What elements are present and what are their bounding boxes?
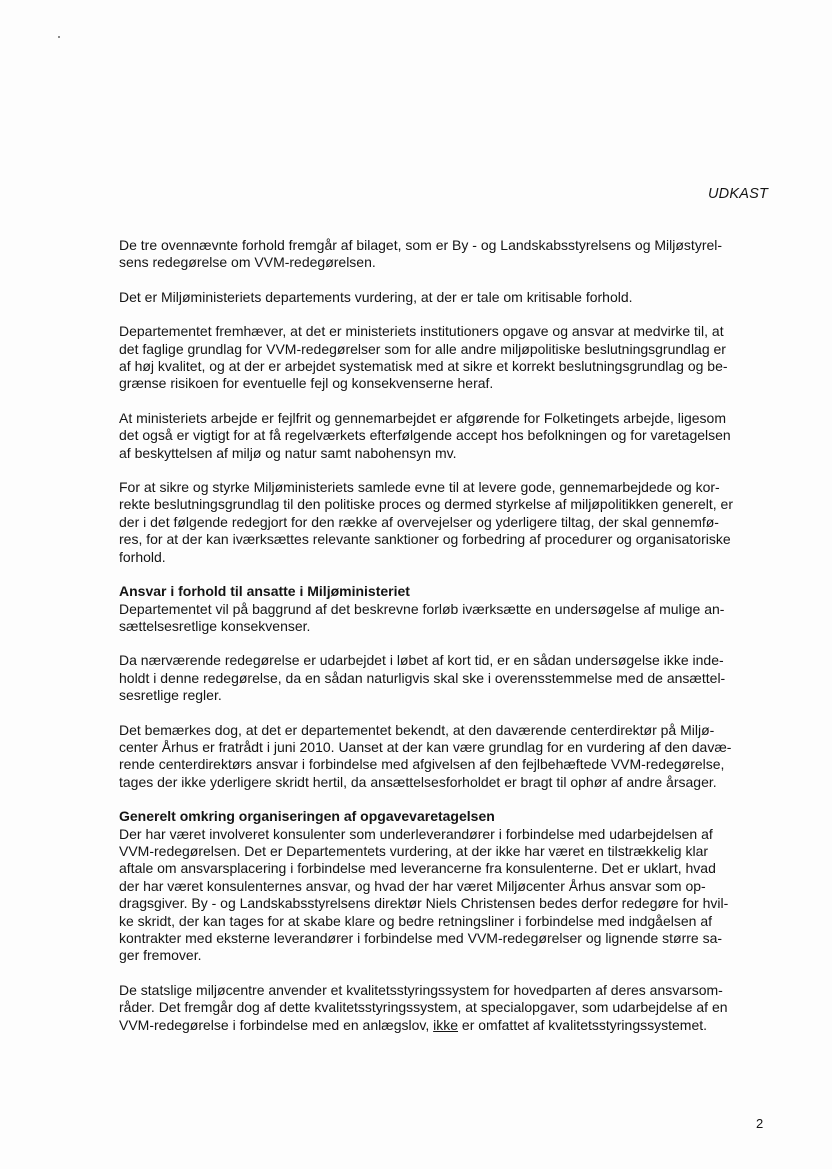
text-line: forhold. [119,548,166,565]
text-line: De statslige miljøcentre anvender et kvalitetsstyringssystem for hovedparten af deres ansvarsom- [119,981,723,998]
text-line: Der har været involveret konsulenter som underleverandører i forbindelse med udarbejdelsen af [119,825,713,842]
section-heading: Generelt omkring organiseringen af opgavevaretagelsen [119,808,495,825]
text-line: der har været konsulenternes ansvar, og hvad der har været Miljøcenter Århus ansvar som op- [119,877,706,894]
paragraph-importance [119,410,769,462]
text-line: kontrakter med eksterne leverandører i forbindelse med VVM-redegørelser og lignende større sa- [119,930,723,946]
text-line: ke skridt, der kan tages for at skabe klare og bedre retningsliner i forbindelse med indgåelsen af [119,912,713,929]
text-line: For at sikre og styrke Miljøministeriets samlede evne til at levere gode, gennemarbejdede og kor- [119,479,720,496]
text-line: der i det følgende redegjort for den række af overvejelser og yderligere tiltag, der skal gennemfø- [119,513,719,530]
paragraph-director [119,722,769,792]
text-line: grænse risikoen for eventuelle fejl og konsekvenserne heraf. [119,375,494,392]
text-segment: VVM-redegørelse i forbindelse med en anlægslov, [119,1016,434,1033]
text-line: rekte beslutningsgrundlag til den politiske proces og dermed styrkelse af miljøpolitikken generelt, er [119,496,733,513]
text-line: De tre ovennævnte forhold fremgår af bilaget, som er By - og Landskabsstyrelsens og Miljøstyrel- [119,237,723,253]
text-line: det også er vigtigt for at få regelværkets efterfølgende accept hos befolkningen og for varetagelsen [119,427,731,444]
underlined-word: ikke [433,1016,459,1033]
text-segment: er omfattet af kvalitetsstyringssystemet. [458,1016,708,1033]
section-organisation [119,808,769,965]
text-line: Det er Miljøministeriets departements vurdering, at der er tale om kritisable forhold. [119,288,633,305]
document-body [119,237,769,1051]
text-line: holdt i denne redegørelse, da en sådan naturligvis skal ske i overensstemmelse med de ansættel- [119,669,726,686]
paragraph-intro [119,237,769,272]
text-line: råder. Det fremgår dog af dette kvalitetsstyringssystem, at specialopgaver, som udarbejdelse af en [119,999,728,1016]
text-line: sens redegørelse om VVM-redegørelsen. [119,254,376,271]
text-line: VVM-redegørelsen. Det er Departementets vurdering, at der ikke har været en tilstrækkelig klar [119,842,709,859]
text-line: aftale om ansvarsplacering i forbindelse med leverancerne fra konsulenterne. Det er uklart, hvad [119,860,716,877]
paragraph-assessment [119,289,769,306]
text-line: det faglige grundlag for VVM-redegørelser som for alle andre miljøpolitiske beslutningsgrundlag er [119,340,726,357]
text-line: rende centerdirektørs ansvar i forbindelse med afgivelsen af den fejlbehæftede VVM-redegørelse, [119,756,725,773]
text-line: dragsgiver. By - og Landskabsstyrelsens direktør Niels Christensen bedes derfor redegøre for hvil- [119,895,729,912]
text-line: af beskyttelsen af miljø og natur samt nabohensyn mv. [119,444,457,461]
text-line: af høj kvalitet, og at der er arbejdet systematisk med at sikre et korrekt beslutningsgrundlag og be- [119,358,728,375]
text-line: Departementet vil på baggrund af det beskrevne forløb iværksætte en undersøgelse af mulige an- [119,600,725,617]
text-line: At ministeriets arbejde er fejlfrit og gennemarbejdet er afgørende for Folketingets arbejde, ligesom [119,409,726,426]
paragraph-investigation [119,652,769,704]
draft-label: UDKAST [707,186,768,202]
section-employee-responsibility [119,583,769,635]
text-line: ger fremover. [119,947,202,964]
paragraph-responsibility [119,323,769,393]
section-heading: Ansvar i forhold til ansatte i Miljøministeriet [119,583,410,600]
text-line: res, for at der kan iværksættes relevante sanktioner og forbedring af procedurer og organisatoriske [119,531,731,548]
text-line: sesretlige regler. [119,687,222,704]
text-line: Da nærværende redegørelse er udarbejdet i løbet af kort tid, er en sådan undersøgelse ikke inde- [119,652,724,669]
paragraph-quality-system [119,982,769,1034]
text-line: center Århus er fratrådt i juni 2010. Uanset at der kan være grundlag for en vurdering af den davæ- [119,738,732,755]
text-line: sættelsesretlige konsekvenser. [119,617,311,634]
text-line: Det bemærkes dog, at det er departementet bekendt, at den daværende centerdirektør på Miljø- [119,721,715,738]
text-line [119,1017,769,1034]
paragraph-measures [119,479,769,566]
page-number: 2 [756,1116,764,1131]
text-line: Departementet fremhæver, at det er ministeriets institutioners opgave og ansvar at medvirke til, at [119,323,724,340]
scan-speck [58,36,60,38]
text-line: tages der ikke yderligere skridt hertil, da ansættelsesforholdet er bragt til ophør af andre årsager. [119,773,717,790]
